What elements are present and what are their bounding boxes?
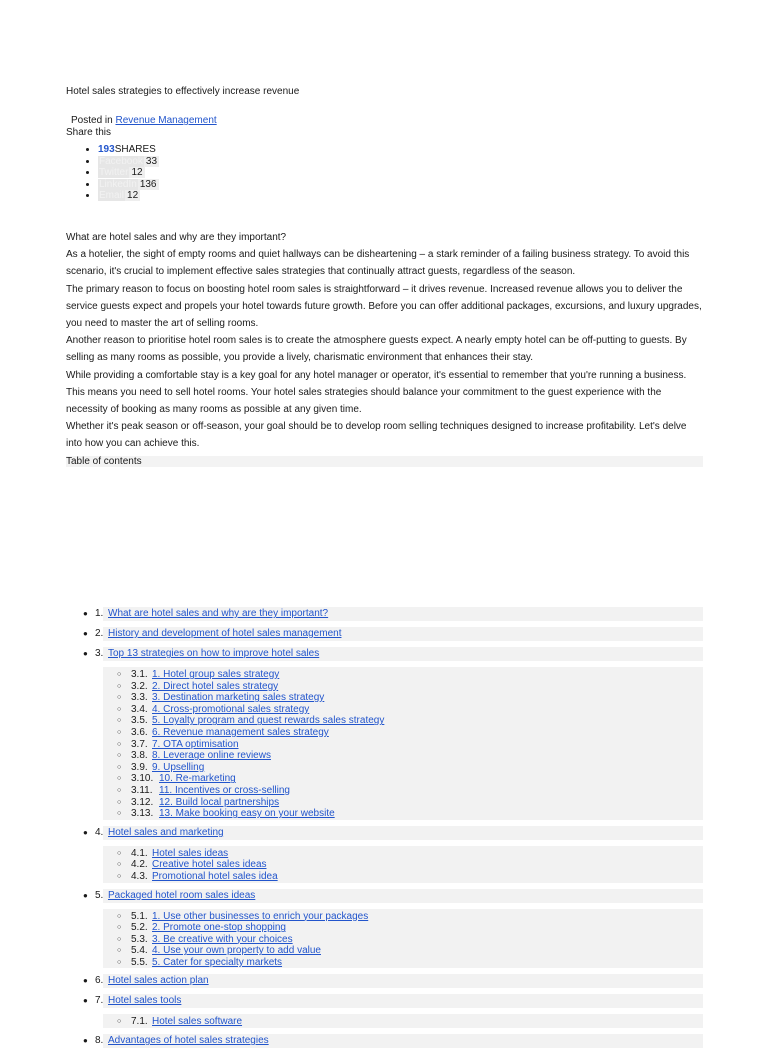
toc-item-number: 1.: [95, 608, 104, 619]
share-total-label: SHARES: [114, 144, 156, 155]
circle-bullet-icon: ○: [117, 740, 122, 748]
toc-item: [83, 994, 703, 1008]
circle-bullet-icon: ○: [117, 682, 122, 690]
bullet-icon: ●: [83, 827, 88, 837]
toc-subitem-link[interactable]: 4. Use your own property to add value: [152, 945, 321, 957]
toc-subitem: [103, 750, 703, 762]
toc-subitem-number: 3.9.: [131, 761, 148, 773]
toc-sublist: [103, 667, 703, 820]
share-total-number: 193: [98, 144, 115, 155]
article-title: Hotel sales strategies to effectively increase revenue: [66, 86, 300, 97]
toc-subitem-link[interactable]: 12. Build local partnerships: [159, 796, 280, 808]
toc-subitem-number: 3.6.: [131, 726, 148, 738]
toc-subitem-link[interactable]: 10. Re-marketing: [159, 773, 236, 785]
toc-subitem-link[interactable]: 3. Be creative with your choices: [152, 933, 293, 945]
toc-subitem-number: 3.1.: [131, 669, 148, 680]
toc-item-number: 4.: [95, 826, 104, 838]
twitter-count: 12: [131, 167, 143, 179]
bullet-icon: ●: [83, 1036, 88, 1046]
toc-subitem-number: 5.2.: [131, 922, 148, 934]
posted-prefix: Posted in: [71, 115, 113, 126]
toc-subitem: [103, 945, 703, 957]
facebook-count: 33: [145, 155, 158, 167]
circle-bullet-icon: ○: [117, 798, 122, 806]
circle-bullet-icon: ○: [117, 849, 122, 857]
toc-subitem-number: 3.11.: [131, 784, 153, 796]
toc-item-link[interactable]: Hotel sales action plan: [108, 975, 209, 987]
toc-item: [83, 627, 703, 641]
toc-subitem-link[interactable]: 2. Direct hotel sales strategy: [152, 680, 279, 692]
toc-subitem-link[interactable]: 6. Revenue management sales strategy: [152, 726, 329, 738]
toc-subitem-link[interactable]: 5. Loyalty program and guest rewards sales strategy: [152, 715, 385, 727]
toc-subitem-number: 5.1.: [131, 910, 148, 922]
circle-bullet-icon: ○: [117, 1018, 122, 1026]
email-label[interactable]: Email: [99, 190, 125, 202]
circle-bullet-icon: ○: [117, 705, 122, 713]
toc-subitem-link[interactable]: 3. Destination marketing sales strategy: [152, 692, 325, 704]
toc-subitem-link[interactable]: 4. Cross-promotional sales strategy: [152, 703, 310, 715]
circle-bullet-icon: ○: [117, 752, 122, 760]
toc-subitem-number: 5.3.: [131, 933, 148, 945]
toc-subitem: [103, 739, 703, 751]
toc-item-number: 8.: [95, 1035, 104, 1047]
toc-subitem-link[interactable]: Promotional hotel sales idea: [152, 870, 278, 882]
toc-subitem: [103, 715, 703, 727]
paragraph-4: While providing a comfortable stay is a key goal for any hotel manager or operator, it's essential to remember that you're running a business. This means you need to sell hotel rooms. Your hotel sales strategies should balance your commitment to the guest experience with the necessity of booking as many rooms as possible at any given time.: [66, 369, 687, 416]
toc-subitem: [103, 911, 703, 923]
toc-subitem: [103, 859, 703, 871]
bullet-icon: ●: [83, 890, 88, 900]
toc-item: [83, 1034, 703, 1048]
toc-subitem: [103, 681, 703, 693]
toc-subitem: [103, 808, 703, 820]
circle-bullet-icon: ○: [117, 671, 122, 678]
toc-subitem-number: 4.3.: [131, 870, 148, 882]
share-list: [66, 144, 159, 202]
toc-item-number: 5.: [95, 889, 104, 901]
toc-subitem-number: 7.1.: [131, 1016, 148, 1028]
circle-bullet-icon: ○: [117, 912, 122, 920]
share-email[interactable]: [98, 190, 159, 202]
paragraph-2: The primary reason to focus on boosting hotel room sales is straightforward – it drives revenue. Increased revenue allows you to deliver the service guests expect and propels your hotel towards future growth. Before you can offer additional packages, excursions, and luxury upgrades, you need to master the art of selling rooms.: [66, 283, 702, 330]
toc-sublist: [103, 1014, 703, 1028]
toc-item-link[interactable]: History and development of hotel sales management: [108, 628, 342, 639]
toc-subitem: [103, 957, 703, 969]
category-link[interactable]: Revenue Management: [115, 115, 217, 126]
toc-subitem-link[interactable]: 1. Use other businesses to enrich your packages: [152, 910, 369, 922]
toc-subitem-link[interactable]: 8. Leverage online reviews: [152, 750, 271, 762]
share-twitter[interactable]: [98, 167, 159, 179]
toc-subitem: [103, 669, 703, 681]
toc-sublist: [103, 846, 703, 883]
toc-item-link[interactable]: Packaged hotel room sales ideas: [108, 889, 256, 901]
toc-subitem-link[interactable]: 1. Hotel group sales strategy: [152, 669, 280, 680]
toc-subitem: [103, 773, 703, 785]
toc-subitem: [103, 848, 703, 860]
body-heading: What are hotel sales and why are they important?: [66, 232, 287, 243]
toc-item-number: 3.: [95, 648, 104, 659]
circle-bullet-icon: ○: [117, 728, 122, 736]
posted-in: [71, 115, 217, 126]
toc-item: [83, 647, 703, 661]
circle-bullet-icon: ○: [117, 935, 122, 943]
article-body: [66, 229, 703, 453]
toc-subitem-number: 3.2.: [131, 680, 148, 692]
toc-subitem-number: 4.2.: [131, 859, 148, 871]
share-facebook[interactable]: [98, 156, 159, 168]
toc-item: [83, 974, 703, 988]
toc-subitem-number: 5.5.: [131, 956, 148, 968]
toc-subitem-number: 3.13.: [131, 808, 154, 820]
toc-subitem: [103, 934, 703, 946]
toc-item-link[interactable]: Hotel sales tools: [108, 995, 182, 1007]
circle-bullet-icon: ○: [117, 763, 122, 771]
share-label: Share this: [66, 127, 112, 138]
bullet-icon: ●: [83, 649, 88, 658]
paragraph-5: Whether it's peak season or off-season, your goal should be to develop room selling techniques designed to increase profitability. Let's delve into how you can achieve this.: [66, 421, 687, 450]
toc-subitem-link[interactable]: Hotel sales software: [152, 1016, 243, 1028]
circle-bullet-icon: ○: [117, 924, 122, 932]
toc-subitem-number: 3.3.: [131, 692, 148, 704]
bullet-icon: ●: [83, 976, 88, 986]
circle-bullet-icon: ○: [117, 958, 122, 966]
toc-item-number: 7.: [95, 995, 104, 1007]
toc-subitem-link[interactable]: Creative hotel sales ideas: [152, 859, 267, 871]
bullet-icon: ●: [83, 629, 88, 638]
toc-subitem-number: 3.4.: [131, 703, 148, 715]
toc-subitem: [103, 785, 703, 797]
circle-bullet-icon: ○: [117, 786, 122, 794]
toc-subitem-number: 3.12.: [131, 796, 154, 808]
toc-item-link[interactable]: Advantages of hotel sales strategies: [108, 1035, 269, 1047]
twitter-label[interactable]: Twitter: [99, 167, 129, 179]
bullet-icon: ●: [83, 996, 88, 1006]
toc-subitem-link[interactable]: 5. Cater for specialty markets: [152, 956, 283, 968]
toc-item: [83, 889, 703, 903]
paragraph-1: As a hotelier, the sight of empty rooms and quiet hallways can be disheartening – a stark reminder of a failing business strategy. To avoid this scenario, it's crucial to implement effective sales strategies that continually attract guests, regardless of the season.: [66, 249, 690, 278]
toc-item-link[interactable]: Hotel sales and marketing: [108, 826, 224, 838]
toc-subitem: [103, 1016, 703, 1028]
facebook-label[interactable]: Facebook: [99, 155, 143, 167]
toc-subitem-number: 3.5.: [131, 715, 148, 727]
toc-item-number: 6.: [95, 975, 104, 987]
toc-subitem: [103, 797, 703, 809]
toc-subitem-number: 4.1.: [131, 847, 148, 859]
table-of-contents: [66, 607, 703, 1048]
toc-subitem: [103, 727, 703, 739]
circle-bullet-icon: ○: [117, 810, 122, 818]
bullet-icon: ●: [83, 609, 88, 618]
toc-sublist: [103, 909, 703, 969]
toc-subitem: [103, 871, 703, 883]
toc-item-number: 2.: [95, 628, 104, 639]
toc-subitem-link[interactable]: Hotel sales ideas: [152, 847, 229, 859]
toc-item-link[interactable]: Top 13 strategies on how to improve hotel sales: [108, 648, 320, 659]
email-count: 12: [127, 190, 139, 202]
toc-subitem: [103, 922, 703, 934]
toc-subitem-link[interactable]: 9. Upselling: [152, 761, 205, 773]
paragraph-3: Another reason to prioritise hotel room sales is to create the atmosphere guests expect. A nearly empty hotel can be off-putting to guests. By selling as many rooms as possible, you provide a lively, charismatic environment that enhances their stay.: [66, 335, 687, 364]
toc-item: [83, 826, 703, 840]
toc-subitem-number: 3.7.: [131, 738, 148, 750]
toc-subitem-number: 3.8.: [131, 750, 148, 762]
toc-subitem: [103, 762, 703, 774]
circle-bullet-icon: ○: [117, 775, 122, 783]
circle-bullet-icon: ○: [117, 872, 122, 880]
circle-bullet-icon: ○: [117, 947, 122, 955]
toc-subitem-link[interactable]: 2. Promote one-stop shopping: [152, 922, 286, 934]
toc-subitem-link[interactable]: 11. Incentives or cross-selling: [159, 784, 290, 796]
circle-bullet-icon: ○: [117, 694, 122, 702]
toc-item: [83, 607, 703, 621]
toc-subitem: [103, 692, 703, 704]
share-linkedin[interactable]: [98, 179, 159, 191]
linkedin-count: 136: [139, 178, 157, 190]
toc-subitem-link[interactable]: 7. OTA optimisation: [152, 738, 239, 750]
circle-bullet-icon: ○: [117, 861, 122, 869]
toc-subitem: [103, 704, 703, 716]
toc-item-link[interactable]: What are hotel sales and why are they important?: [108, 608, 329, 619]
toc-subitem-number: 5.4.: [131, 945, 148, 957]
circle-bullet-icon: ○: [117, 717, 122, 725]
toc-title: Table of contents: [66, 456, 703, 467]
toc-subitem-number: 3.10.: [131, 773, 154, 785]
share-total: [98, 144, 159, 156]
linkedin-label[interactable]: LinkedIn: [99, 178, 137, 190]
toc-subitem-link[interactable]: 13. Make booking easy on your website: [159, 808, 335, 820]
